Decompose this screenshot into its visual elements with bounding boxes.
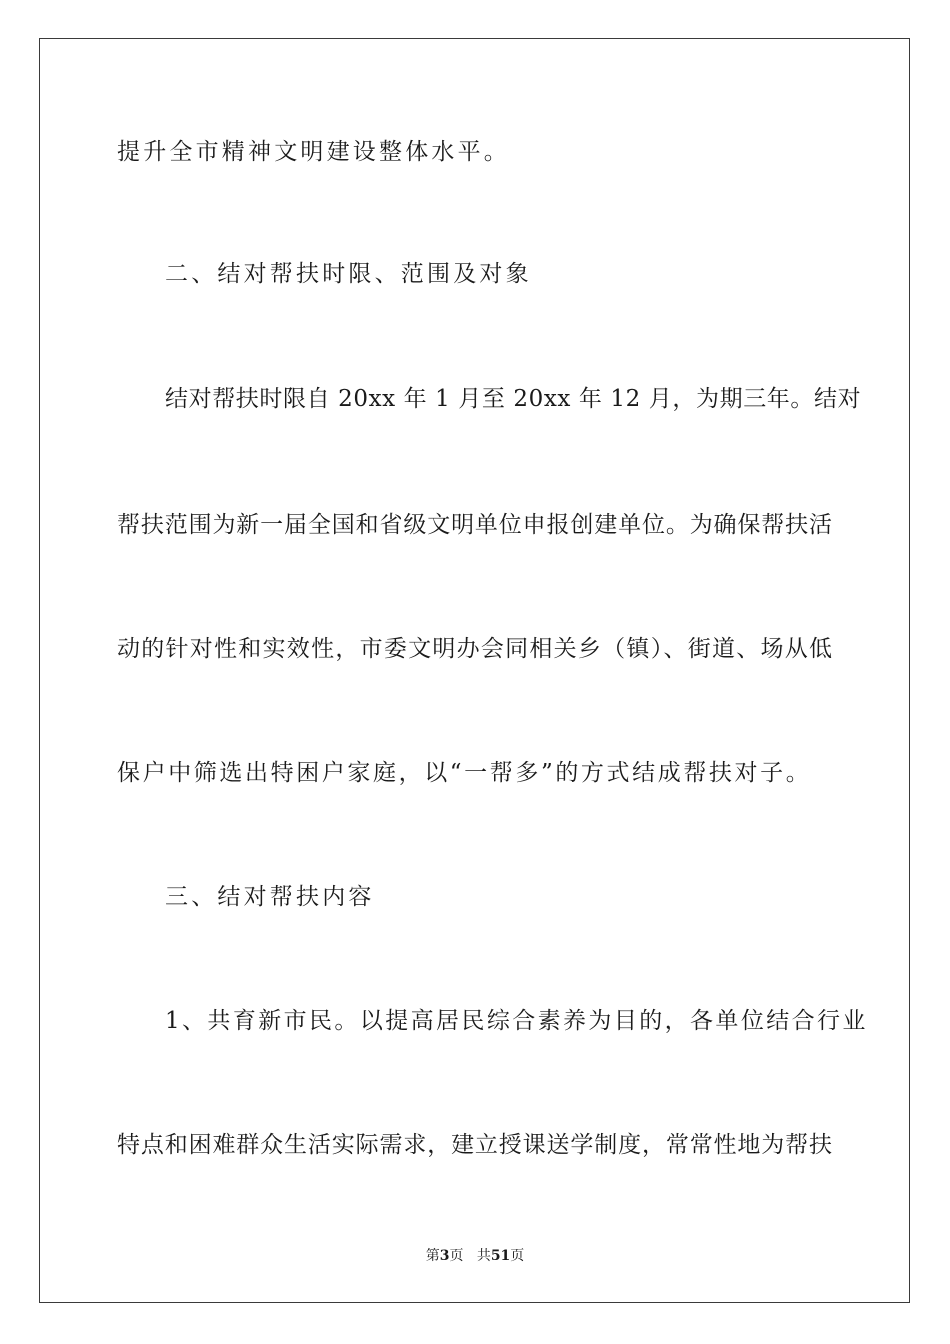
page-border xyxy=(39,38,910,1303)
page-prefix: 第 xyxy=(425,1248,440,1264)
paragraph-line: 结对帮扶时限自 20xx 年 1 月至 20xx 年 12 月，为期三年。结对 xyxy=(165,386,862,412)
section-heading-3: 三、结对帮扶内容 xyxy=(165,884,375,910)
paragraph-line: 提升全市精神文明建设整体水平。 xyxy=(117,139,510,165)
total-prefix: 共 xyxy=(476,1248,491,1264)
page-footer xyxy=(0,1246,950,1266)
total-pages: 51 xyxy=(490,1248,511,1264)
paragraph-line: 帮扶范围为新一届全国和省级文明单位申报创建单位。为确保帮扶活 xyxy=(117,512,832,538)
page-number: 3 xyxy=(439,1248,450,1264)
paragraph-line: 1、共育新市民。以提高居民综合素养为目的，各单位结合行业 xyxy=(165,1008,868,1034)
section-heading-2: 二、结对帮扶时限、范围及对象 xyxy=(165,261,532,287)
page-suffix: 页 xyxy=(449,1248,464,1264)
paragraph-line: 特点和困难群众生活实际需求，建立授课送学制度，常常性地为帮扶 xyxy=(117,1132,832,1158)
paragraph-line: 动的针对性和实效性，市委文明办会同相关乡（镇）、街道、场从低 xyxy=(117,636,832,662)
paragraph-line: 保户中筛选出特困户家庭，以“一帮多”的方式结成帮扶对子。 xyxy=(117,760,812,786)
total-suffix: 页 xyxy=(510,1248,525,1264)
